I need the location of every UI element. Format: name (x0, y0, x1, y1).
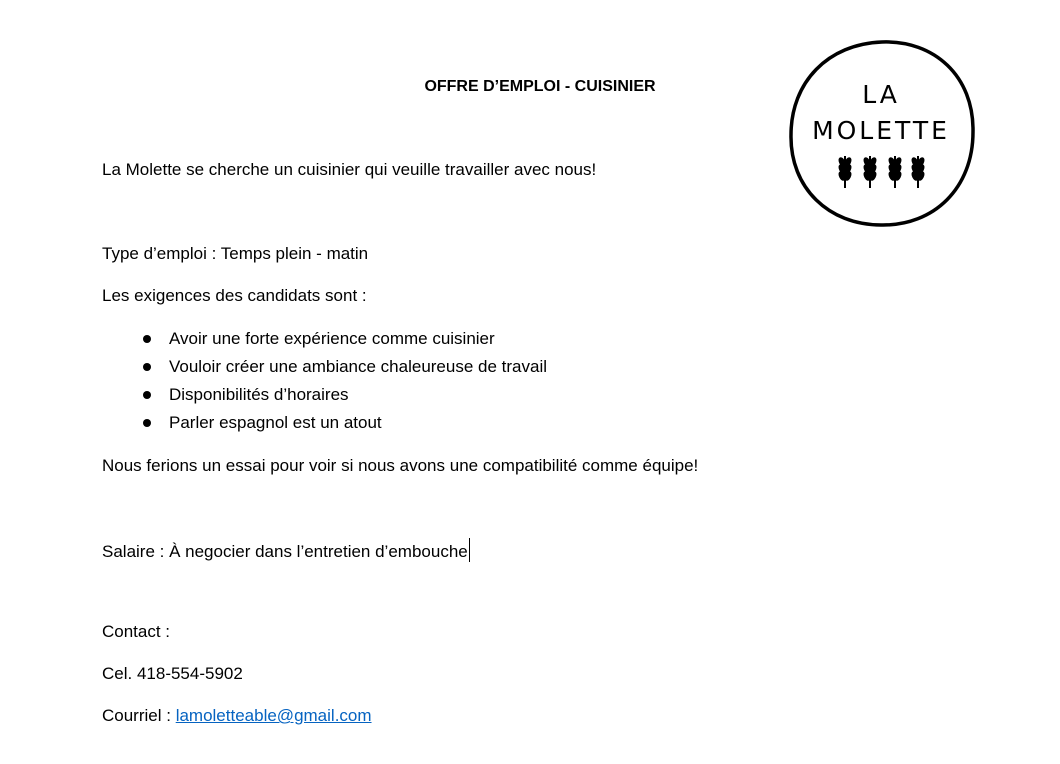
email-line (102, 705, 372, 727)
wheat-stalks-icon (838, 156, 924, 188)
email-link[interactable]: lamoletteable@gmail.com (175, 706, 372, 725)
email-label: Courriel : (102, 706, 176, 725)
bullet-icon (143, 391, 151, 399)
list-item-text: Vouloir créer une ambiance chaleureuse de travail (169, 357, 548, 376)
list-item-text: Avoir une forte expérience comme cuisinier (169, 329, 495, 348)
phone-text: Cel. 418-554-5902 (102, 664, 243, 683)
logo-line1: LA (862, 80, 900, 109)
bullet-icon (143, 335, 151, 343)
job-type-text: Type d’emploi : Temps plein - matin (102, 244, 369, 263)
trial-note-text: Nous ferions un essai pour voir si nous avons une compatibilité comme équipe! (102, 456, 699, 475)
list-item (102, 328, 547, 356)
contact-heading: Contact : (102, 622, 171, 641)
list-item (102, 412, 547, 440)
salary-text: Salaire : À negocier dans l’entretien d’embouche (102, 542, 468, 561)
text-cursor (469, 538, 470, 562)
requirements-list (102, 328, 547, 440)
salary-line[interactable] (102, 538, 470, 563)
requirements-heading: Les exigences des candidats sont : (102, 286, 367, 305)
list-item (102, 384, 547, 412)
logo-line2: MOLETTE (812, 116, 950, 145)
list-item-text: Parler espagnol est un atout (169, 413, 382, 432)
bullet-icon (143, 419, 151, 427)
bullet-icon (143, 363, 151, 371)
list-item-text: Disponibilités d’horaires (169, 385, 349, 404)
la-molette-logo (784, 36, 980, 232)
list-item (102, 356, 547, 384)
page-title: OFFRE D’EMPLOI - CUISINIER (424, 78, 656, 95)
intro-text: La Molette se cherche un cuisinier qui veuille travailler avec nous! (102, 160, 597, 179)
